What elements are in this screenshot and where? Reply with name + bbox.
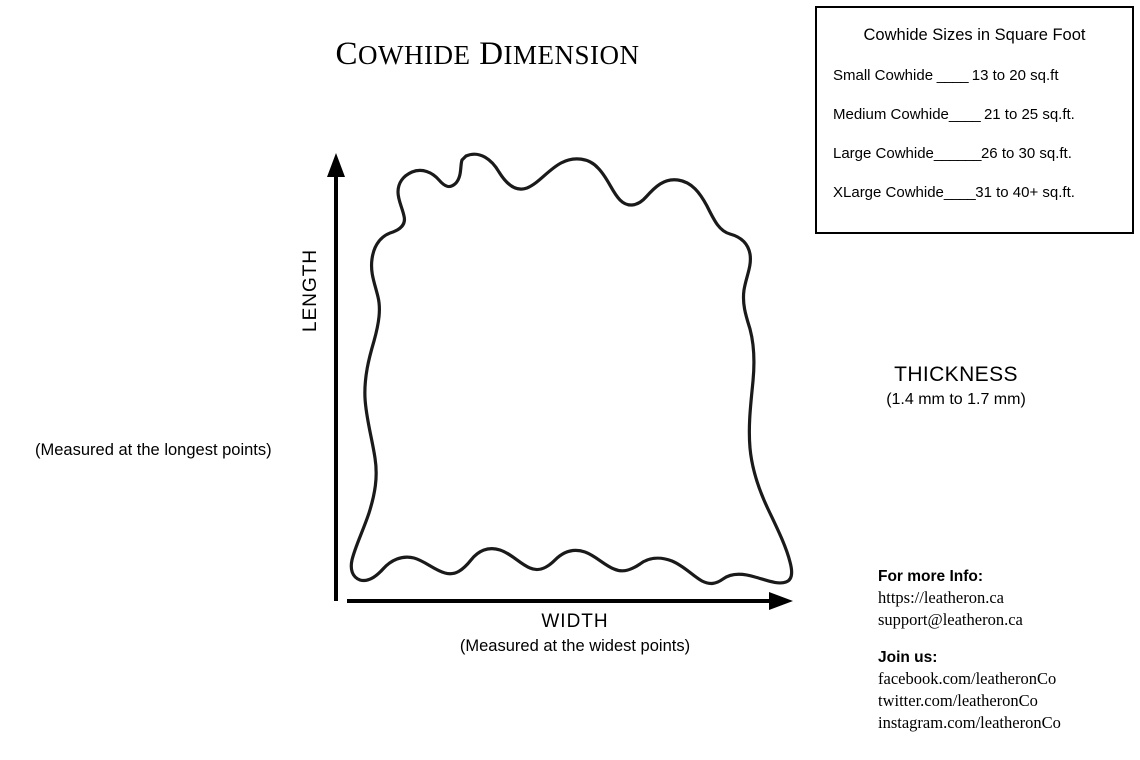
size-row-value: 21 to 25 sq.ft. — [983, 106, 1075, 123]
sizes-box-heading: Cowhide Sizes in Square Foot — [863, 26, 1086, 44]
thickness-title: THICKNESS — [894, 363, 1018, 386]
thickness-value: (1.4 mm to 1.7 mm) — [886, 391, 1026, 408]
twitter-link[interactable]: twitter.com/leatheronCo — [878, 691, 1038, 710]
size-row-label: Large Cowhide — [833, 145, 934, 162]
more-info-heading: For more Info: — [878, 568, 984, 585]
instagram-link[interactable]: instagram.com/leatheronCo — [878, 713, 1061, 732]
length-axis-label: LENGTH — [300, 248, 321, 332]
size-row-value: 13 to 20 sq.ft — [971, 67, 1059, 84]
size-row-label: XLarge Cowhide — [833, 184, 944, 201]
length-axis-note: (Measured at the longest points) — [35, 441, 272, 459]
size-row-value: 31 to 40+ sq.ft. — [975, 184, 1075, 201]
width-axis-note: (Measured at the widest points) — [459, 637, 691, 655]
size-row-dash: ____ — [948, 106, 984, 123]
facebook-link[interactable]: facebook.com/leatheronCo — [878, 669, 1057, 688]
email-link[interactable]: support@leatheron.ca — [878, 610, 1023, 629]
website-link[interactable]: https://leatheron.ca — [878, 588, 1004, 607]
title-word-dimension-capital: D — [479, 36, 504, 72]
title-word-cowhide-rest: OWHIDE — [357, 40, 471, 70]
size-row-dash: ____ — [933, 67, 972, 84]
info-spacer — [878, 631, 1061, 647]
size-row-label: Small Cowhide — [833, 67, 934, 84]
contact-info-block — [878, 566, 1061, 734]
length-axis — [327, 153, 345, 601]
join-us-heading: Join us: — [878, 649, 938, 666]
size-row-dash: ____ — [943, 184, 976, 201]
size-row-value: 26 to 30 sq.ft. — [980, 145, 1072, 162]
title-word-cowhide-capital: C — [335, 36, 358, 72]
size-row-label: Medium Cowhide — [833, 106, 949, 123]
thickness-block — [816, 363, 1096, 409]
title-word-dimension-rest: IMENSION — [503, 40, 640, 70]
width-axis — [347, 592, 793, 610]
width-axis-label: WIDTH — [541, 611, 609, 632]
cowhide-outline-shape — [351, 154, 791, 583]
size-row-dash: ______ — [933, 145, 981, 162]
